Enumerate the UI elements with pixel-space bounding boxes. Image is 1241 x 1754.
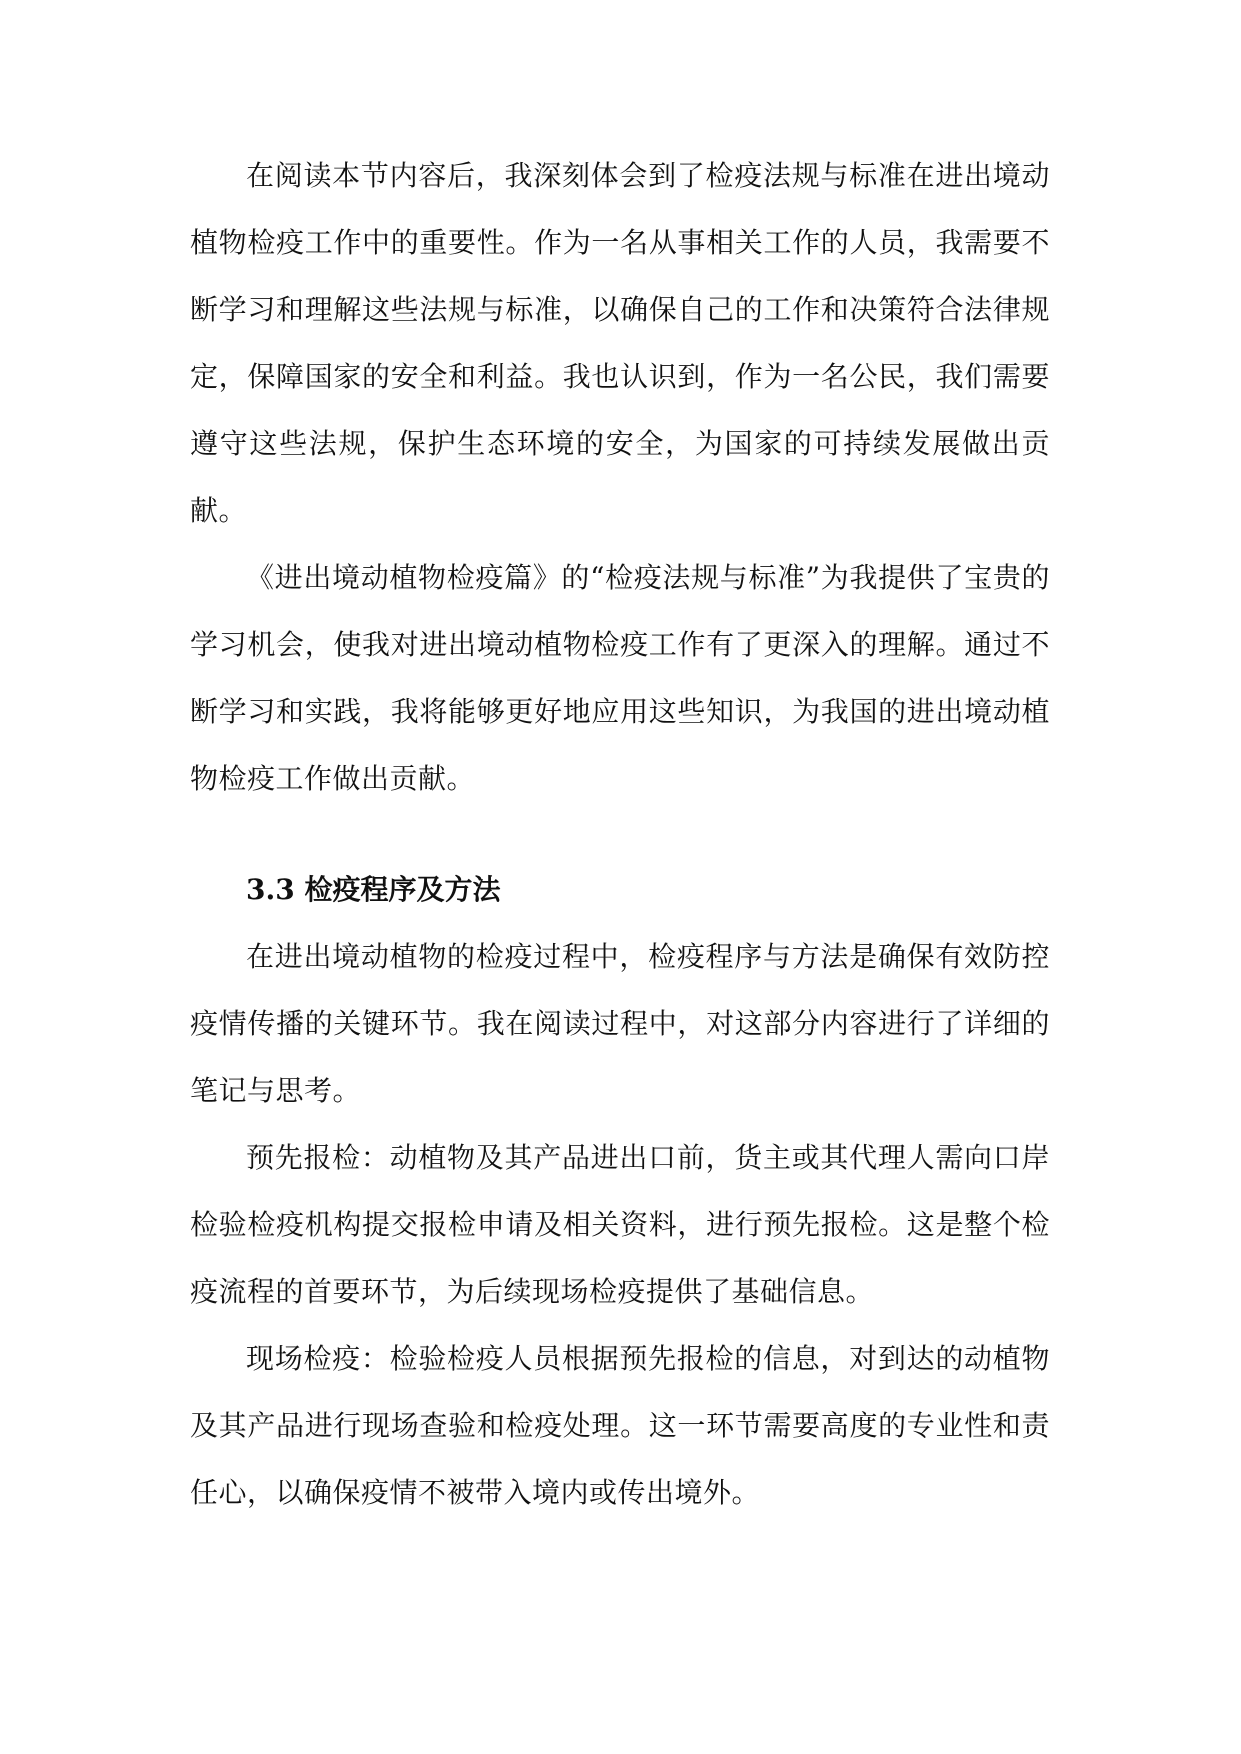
- paragraph-on-site-inspection: 现场检疫：检验检疫人员根据预先报检的信息，对到达的动植物及其产品进行现场查验和检疫处理。这一环节需要高度的专业性和责任心，以确保疫情不被带入境内或传出境外。: [190, 1342, 1050, 1509]
- paragraph-pre-inspection: 预先报检：动植物及其产品进出口前，货主或其代理人需向口岸检验检疫机构提交报检申请及相关资料，进行预先报检。这是整个检疫流程的首要环节，为后续现场检疫提供了基础信息。: [190, 1141, 1050, 1308]
- paragraph-regulations-reflection: 在阅读本节内容后，我深刻体会到了检疫法规与标准在进出境动植物检疫工作中的重要性。作为一名从事相关工作的人员，我需要不断学习和理解这些法规与标准，以确保自己的工作和决策符合法律规定，保障国家的安全和利益。我也认识到，作为一名公民，我们需要遵守这些法规，保护生态环境的安全，为国家的可持续发展做出贡献。: [190, 159, 1050, 527]
- paragraph-procedure-intro: 在进出境动植物的检疫过程中，检疫程序与方法是确保有效防控疫情传播的关键环节。我在阅读过程中，对这部分内容进行了详细的笔记与思考。: [190, 940, 1050, 1107]
- document-page: [190, 142, 1050, 1526]
- section-heading-3-3: 3.3 检疫程序及方法: [246, 873, 501, 906]
- paragraph-learning-summary: 《进出境动植物检疫篇》的“检疫法规与标准”为我提供了宝贵的学习机会，使我对进出境动植物检疫工作有了更深入的理解。通过不断学习和实践，我将能够更好地应用这些知识，为我国的进出境动植物检疫工作做出贡献。: [190, 561, 1050, 795]
